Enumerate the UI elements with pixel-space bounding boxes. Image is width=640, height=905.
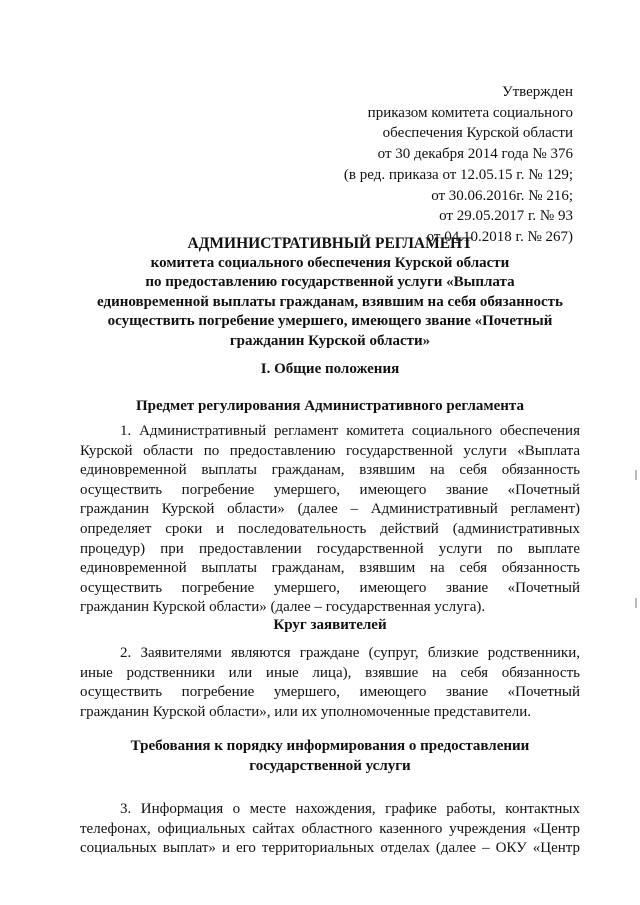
paragraph-line: единовременной выплаты гражданам, взявшим на себя обязанность xyxy=(80,462,580,479)
approval-line: от 30 декабря 2014 года № 376 xyxy=(377,146,573,163)
subsection-heading-subject: Предмет регулирования Административного регламента xyxy=(136,398,524,414)
paragraph-1 xyxy=(80,422,580,618)
title-line: комитета социального обеспечения Курской области xyxy=(150,254,510,271)
paragraph-2 xyxy=(80,644,580,722)
paragraph-line: телефонах, официальных сайтах областного казенного учреждения «Центр xyxy=(80,820,580,837)
scan-edge-mark xyxy=(635,470,637,480)
paragraph-line: осуществить погребение умершего, имеющего звание «Почетный xyxy=(80,481,580,498)
approval-line: Утвержден xyxy=(501,84,573,100)
approval-block xyxy=(273,82,573,248)
paragraph-line: гражданин Курской области» (далее – государственная услуга). xyxy=(80,599,486,616)
title-main: АДМИНИСТРАТИВНЫЙ РЕГЛАМЕНТ xyxy=(187,235,473,252)
paragraph-line: определяет сроки и последовательность действий (административных xyxy=(80,520,580,537)
title-line: осуществить погребение умершего, имеющего звание «Почетный xyxy=(107,313,553,329)
subsection-heading-applicants: Круг заявителей xyxy=(273,617,387,633)
paragraph-line: 2. Заявителями являются граждане (супруг, близкие родственники, xyxy=(120,645,580,661)
paragraph-line: гражданин Курской области» (далее – Административный регламент) xyxy=(80,501,580,518)
paragraph-line: Курской области по предоставлению государственной услуги «Выплата xyxy=(80,442,580,459)
approval-line: обеспечения Курской области xyxy=(382,125,573,142)
approval-line: от 29.05.2017 г. № 93 xyxy=(439,208,573,225)
title-line: гражданин Курской области» xyxy=(229,332,431,349)
paragraph-line: осуществить погребение умершего, имеющего звание «Почетный xyxy=(80,684,580,701)
heading-line: государственной услуги xyxy=(249,757,411,774)
paragraph-line: гражданин Курской области», или их уполномоченные представители. xyxy=(80,703,532,720)
paragraph-line: иные родственники или иные лица), взявшие на себя обязанность xyxy=(80,664,580,681)
section-heading: I. Общие положения xyxy=(260,361,400,377)
paragraph-line: единовременной выплаты гражданам, взявшим на себя обязанность xyxy=(80,560,580,577)
title-line: по предоставлению государственной услуги «Выплата xyxy=(145,274,515,290)
paragraph-line: 1. Административный регламент комитета социального обеспечения xyxy=(120,423,580,439)
paragraph-line: процедур) при предоставлении государственной услуги по выплате xyxy=(80,540,580,557)
paragraph-line: 3. Информация о месте нахождения, графике работы, контактных xyxy=(120,801,580,817)
heading-line: Требования к порядку информирования о предоставлении xyxy=(130,738,530,754)
approval-line: приказом комитета социального xyxy=(367,104,573,121)
document-title xyxy=(80,234,580,351)
subsection-heading-information xyxy=(80,737,580,776)
paragraph-3 xyxy=(80,800,580,859)
scan-edge-mark xyxy=(635,598,637,608)
paragraph-line: социальных выплат» и его территориальных отделах (далее – ОКУ «Центр xyxy=(80,840,580,857)
approval-line: (в ред. приказа от 12.05.15 г. № 129; xyxy=(343,166,573,183)
paragraph-line: осуществить погребение умершего, имеющего звание «Почетный xyxy=(80,579,580,596)
approval-line: от 04.10.2018 г. № 267) xyxy=(426,228,573,245)
approval-line: от 30.06.2016г. № 216; xyxy=(431,187,573,204)
title-line: единовременной выплаты гражданам, взявшим на себя обязанность xyxy=(97,293,563,310)
